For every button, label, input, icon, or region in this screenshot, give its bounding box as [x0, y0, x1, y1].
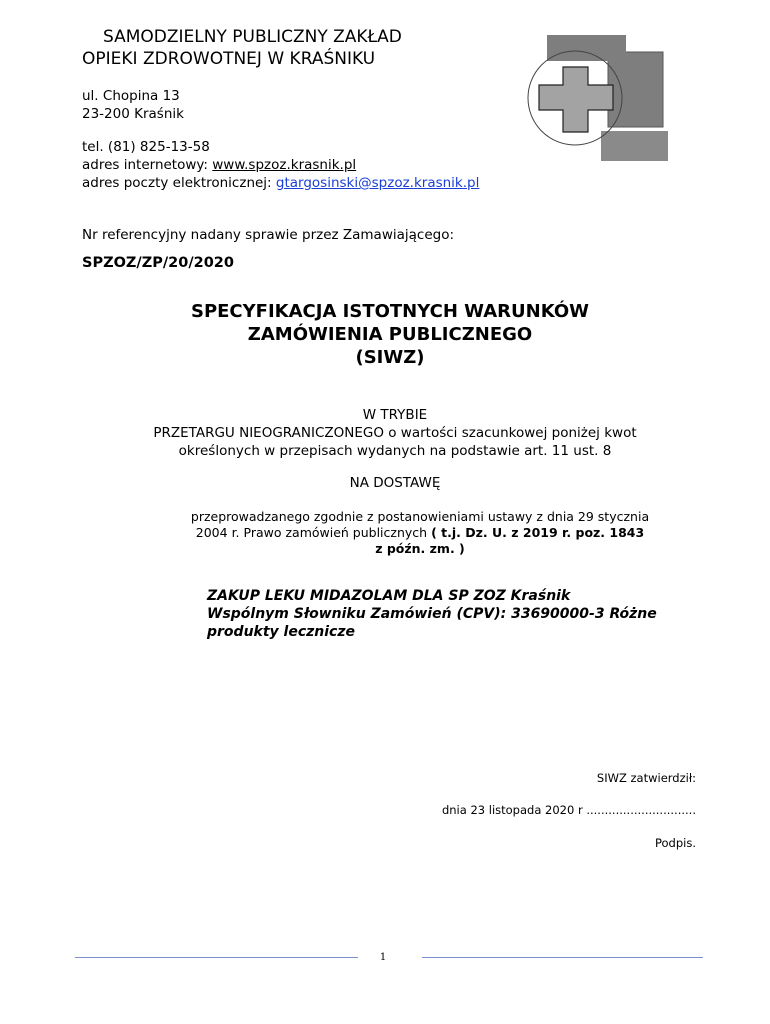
medical-cross-icon	[539, 67, 613, 132]
approved-by-label: SIWZ zatwierdził:	[596, 771, 696, 785]
legal-line-2-text: 2004 r. Prawo zamówień publicznych	[195, 525, 432, 540]
legal-citation-end: z późn. zm. )	[375, 541, 465, 556]
legal-line-1: przeprowadzanego zgodnie z postanowieniami ustawy z dnia 29 stycznia	[190, 509, 650, 524]
footer-rule-left	[75, 957, 358, 958]
email-row	[82, 174, 479, 192]
email-label: adres poczty elektronicznej:	[82, 175, 276, 191]
legal-line-3	[0, 541, 770, 557]
postal-city: 23-200 Kraśnik	[82, 106, 184, 122]
logo-block-right	[608, 52, 663, 127]
contact-info	[82, 138, 479, 192]
reference-label: Nr referencyjny nadany sprawie przez Zamawiającego:	[82, 227, 455, 243]
legal-citation: ( t.j. Dz. U. z 2019 r. poz. 1843	[431, 525, 645, 540]
page-number: 1	[379, 952, 387, 963]
institution-address	[82, 87, 184, 123]
subject-line-2: Wspólnym Słowniku Zamówień (CPV): 33690000-3 Różne	[207, 606, 657, 622]
title-line-1: SPECYFIKACJA ISTOTNYCH WARUNKÓW	[190, 301, 589, 322]
legal-line-2	[0, 525, 770, 541]
website-row	[82, 156, 479, 174]
phone-number: tel. (81) 825-13-58	[82, 139, 210, 155]
institution-name-line-1: SAMODZIELNY PUBLICZNY ZAKŁAD	[103, 27, 402, 47]
institution-name	[82, 26, 402, 70]
legal-basis	[0, 509, 770, 557]
signature-label: Podpis.	[654, 836, 696, 850]
logo-block-bottom	[601, 131, 668, 161]
procedure-mode	[0, 406, 770, 460]
reference-number: SPZOZ/ZP/20/2020	[82, 255, 234, 271]
institution-logo	[520, 30, 675, 165]
title-line-3: (SIWZ)	[355, 347, 425, 368]
mode-line-1: W TRYBIE	[362, 407, 428, 423]
document-title	[0, 300, 770, 369]
footer-rule-right	[422, 957, 703, 958]
institution-name-line-2: OPIEKI ZDROWOTNEJ W KRAŚNIKU	[82, 49, 376, 69]
street-address: ul. Chopina 13	[82, 88, 180, 104]
mode-line-3: określonych w przepisach wydanych na podstawie art. 11 ust. 8	[178, 443, 612, 459]
order-subject	[207, 587, 657, 641]
title-line-2: ZAMÓWIENIA PUBLICZNEGO	[247, 324, 533, 345]
logo-block-top	[547, 35, 626, 61]
delivery-heading: NA DOSTAWĘ	[349, 475, 441, 491]
subject-line-3: produkty lecznicze	[207, 624, 355, 640]
mode-line-2: PRZETARGU NIEOGRANICZONEGO o wartości szacunkowej poniżej kwot	[153, 425, 637, 441]
website-label: adres internetowy:	[82, 157, 213, 173]
approval-date-line: dnia 23 listopada 2020 r ..............................	[441, 803, 696, 817]
subject-line-1: ZAKUP LEKU MIDAZOLAM DLA SP ZOZ Kraśnik	[207, 588, 571, 604]
website-link[interactable]: www.spzoz.krasnik.pl	[212, 157, 357, 173]
email-link[interactable]: gtargosinski@spzoz.krasnik.pl	[275, 175, 480, 191]
